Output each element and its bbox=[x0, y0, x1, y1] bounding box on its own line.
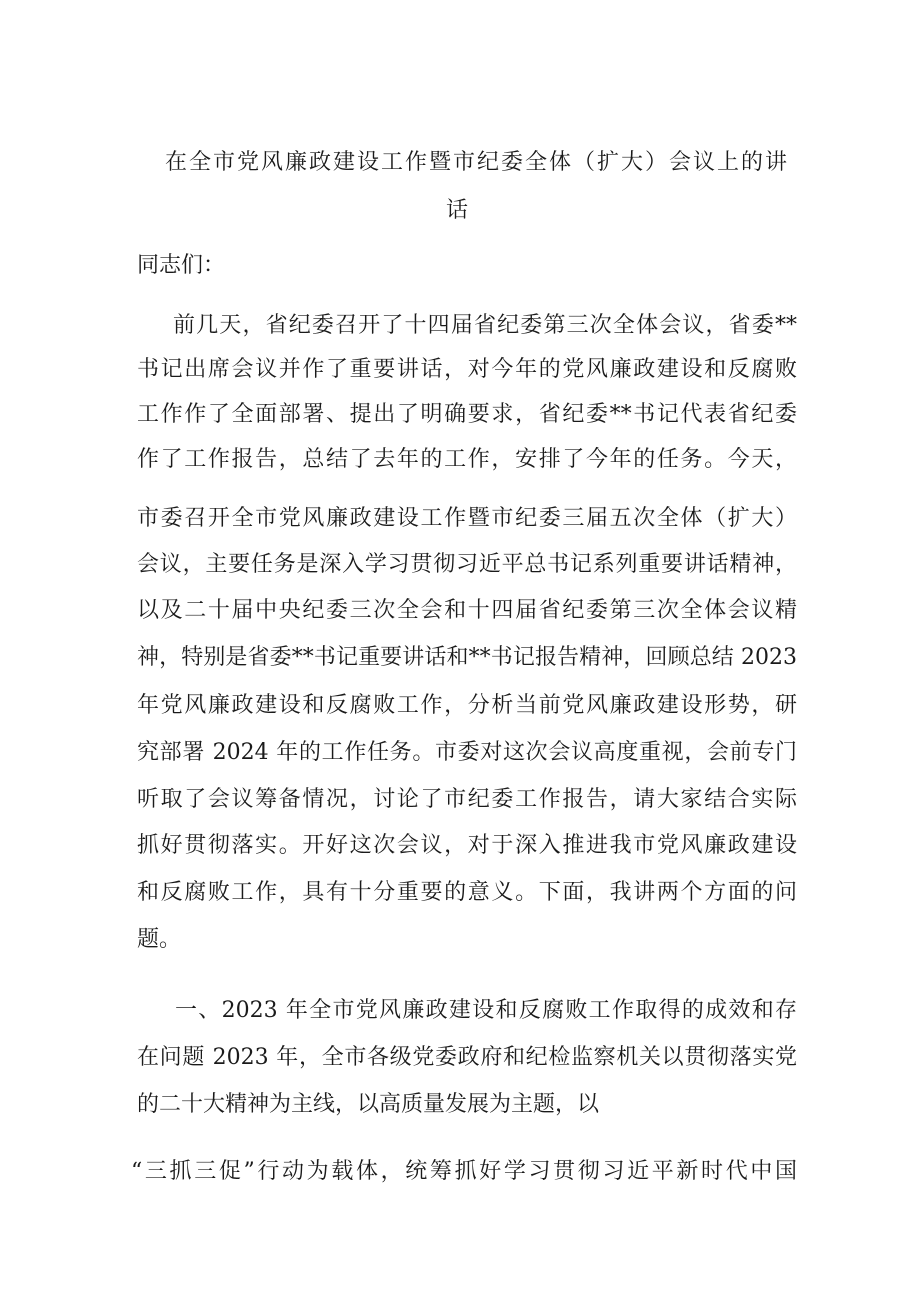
paragraph-line: 抓好贯彻落实。开好这次会议，对于深入推进我市党风廉政建设 bbox=[137, 833, 797, 858]
paragraph-line: 以及二十届中央纪委三次全会和十四届省纪委第三次全体会议精 bbox=[137, 598, 797, 623]
section-heading-line: 一、2023 年全市党风廉政建设和反腐败工作取得的成效和存 bbox=[175, 998, 797, 1023]
paragraph-line: 工作作了全面部署、提出了明确要求，省纪委**书记代表省纪委 bbox=[137, 402, 797, 427]
document-title-line-1: 在全市党风廉政建设工作暨市纪委全体（扩大）会议上的讲 bbox=[165, 150, 790, 175]
paragraph-line: 前几天，省纪委召开了十四届省纪委第三次全体会议，省委** bbox=[173, 313, 797, 338]
paragraph-line: 市委召开全市党风廉政建设工作暨市纪委三届五次全体（扩大） bbox=[137, 506, 797, 531]
paragraph-line: 书记出席会议并作了重要讲话，对今年的党风廉政建设和反腐败 bbox=[137, 357, 797, 382]
paragraph-line: 和反腐败工作，具有十分重要的意义。下面，我讲两个方面的问 bbox=[137, 880, 797, 905]
paragraph-line: 题。 bbox=[137, 927, 182, 952]
paragraph-line: 会议，主要任务是深入学习贯彻习近平总书记系列重要讲话精神， bbox=[137, 552, 797, 577]
paragraph-line: 年党风廉政建设和反腐败工作，分析当前党风廉政建设形势，研 bbox=[137, 693, 797, 718]
paragraph-line: 作了工作报告，总结了去年的工作，安排了今年的任务。今天， bbox=[137, 447, 797, 472]
paragraph-line: 神，特别是省委**书记重要讲话和**书记报告精神，回顾总结 2023 bbox=[137, 645, 797, 670]
paragraph-line: 在问题 2023 年，全市各级党委政府和纪检监察机关以贯彻落实党 bbox=[137, 1045, 797, 1070]
paragraph-line: “三抓三促”行动为载体，统筹抓好学习贯彻习近平新时代中国 bbox=[131, 1159, 797, 1184]
paragraph-line: 听取了会议筹备情况，讨论了市纪委工作报告，请大家结合实际 bbox=[137, 787, 797, 812]
salutation: 同志们： bbox=[137, 253, 226, 278]
document-title-line-2: 话 bbox=[446, 198, 471, 223]
paragraph-line: 的二十大精神为主线，以高质量发展为主题，以 bbox=[137, 1092, 600, 1117]
paragraph-line: 究部署 2024 年的工作任务。市委对这次会议高度重视，会前专门 bbox=[137, 740, 797, 765]
